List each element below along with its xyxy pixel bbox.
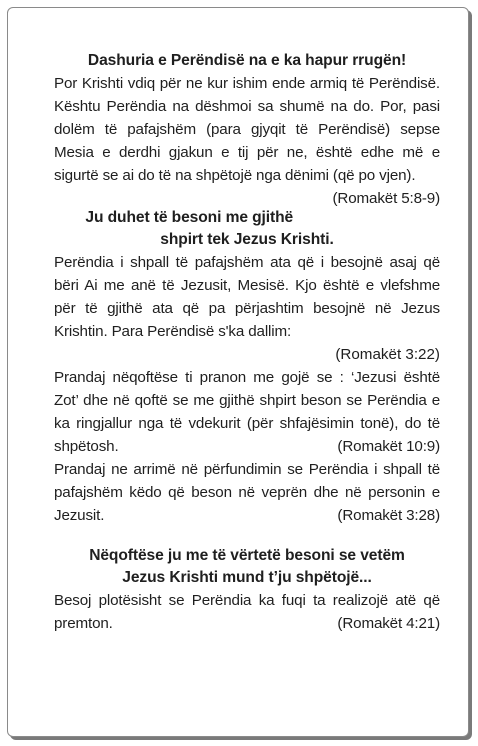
section-believe-in-jesus — [54, 207, 440, 527]
heading-line: Dashuria e Perëndisë na e ka hapur rrugën! — [87, 52, 407, 69]
scripture-paragraph — [54, 366, 440, 458]
paragraph-text: Prandaj nëqoftëse ti pranon me gojë se : ‘Jezusi është Zot’ dhe në qoftë se me gjithë shpirt beson se Perëndia e ka ringjallur nga të vdekurit (për shfajësimin tonë), do të shpëtosh. — [54, 369, 440, 455]
section-heading — [54, 545, 440, 589]
scripture-paragraph — [54, 72, 440, 207]
paragraph-text: Perëndia i shpall të pafajshëm ata që i besojnë asaj që bëri Ai me anë të Jezusit, Mesisë. Kjo është e vlefshme për të gjithë ata që pa përjashtim besojnë në Jezus Krishtin. Para Perëndisë s'ka dallim: — [54, 254, 440, 340]
scripture-paragraph — [54, 589, 440, 635]
tract-card — [7, 7, 469, 737]
heading-line: Ju duhet të besoni me gjithë — [85, 209, 294, 226]
scripture-reference: (Romakët 3:28) — [337, 507, 440, 524]
paragraph-text: Por Krishti vdiq për ne kur ishim ende armiq të Perëndisë. Kështu Perëndia na dëshmoi sa shumë na do. Por, pasi dolëm të pafajshëm (para gjyqit të Perëndisë) sepse Mesia e derdhi gjakun e tij për ne, është edhe më e sigurtë se ai do të na shpëtojë nga dënimi (që po vjen). — [54, 75, 440, 184]
tract-content — [54, 50, 440, 635]
paragraph-text: Prandaj ne arrimë në përfundimin se Perëndia i shpall të pafajshëm këdo që beson në veprën dhe në personin e Jezusit. — [54, 461, 440, 524]
scripture-reference: (Romakët 5:8-9) — [332, 190, 440, 207]
heading-line: Nëqoftëse ju me të vërtetë besoni se vetëm — [89, 547, 405, 564]
scripture-reference: (Romakët 4:21) — [337, 615, 440, 632]
scripture-reference: (Romakët 3:22) — [335, 346, 440, 363]
heading-line: shpirt tek Jezus Krishti. — [160, 231, 334, 248]
scripture-paragraph — [54, 458, 440, 527]
section-heading — [54, 50, 440, 72]
paragraph-text: Besoj plotësisht se Perëndia ka fuqi ta realizojë atë që premton. — [54, 592, 440, 632]
section-faith-in-christ — [54, 545, 440, 635]
scripture-paragraph — [54, 251, 440, 343]
section-love-of-god — [54, 50, 440, 207]
section-heading — [54, 207, 440, 251]
heading-line: Jezus Krishti mund t’ju shpëtojë... — [122, 569, 372, 586]
scripture-reference: (Romakët 10:9) — [337, 438, 440, 455]
